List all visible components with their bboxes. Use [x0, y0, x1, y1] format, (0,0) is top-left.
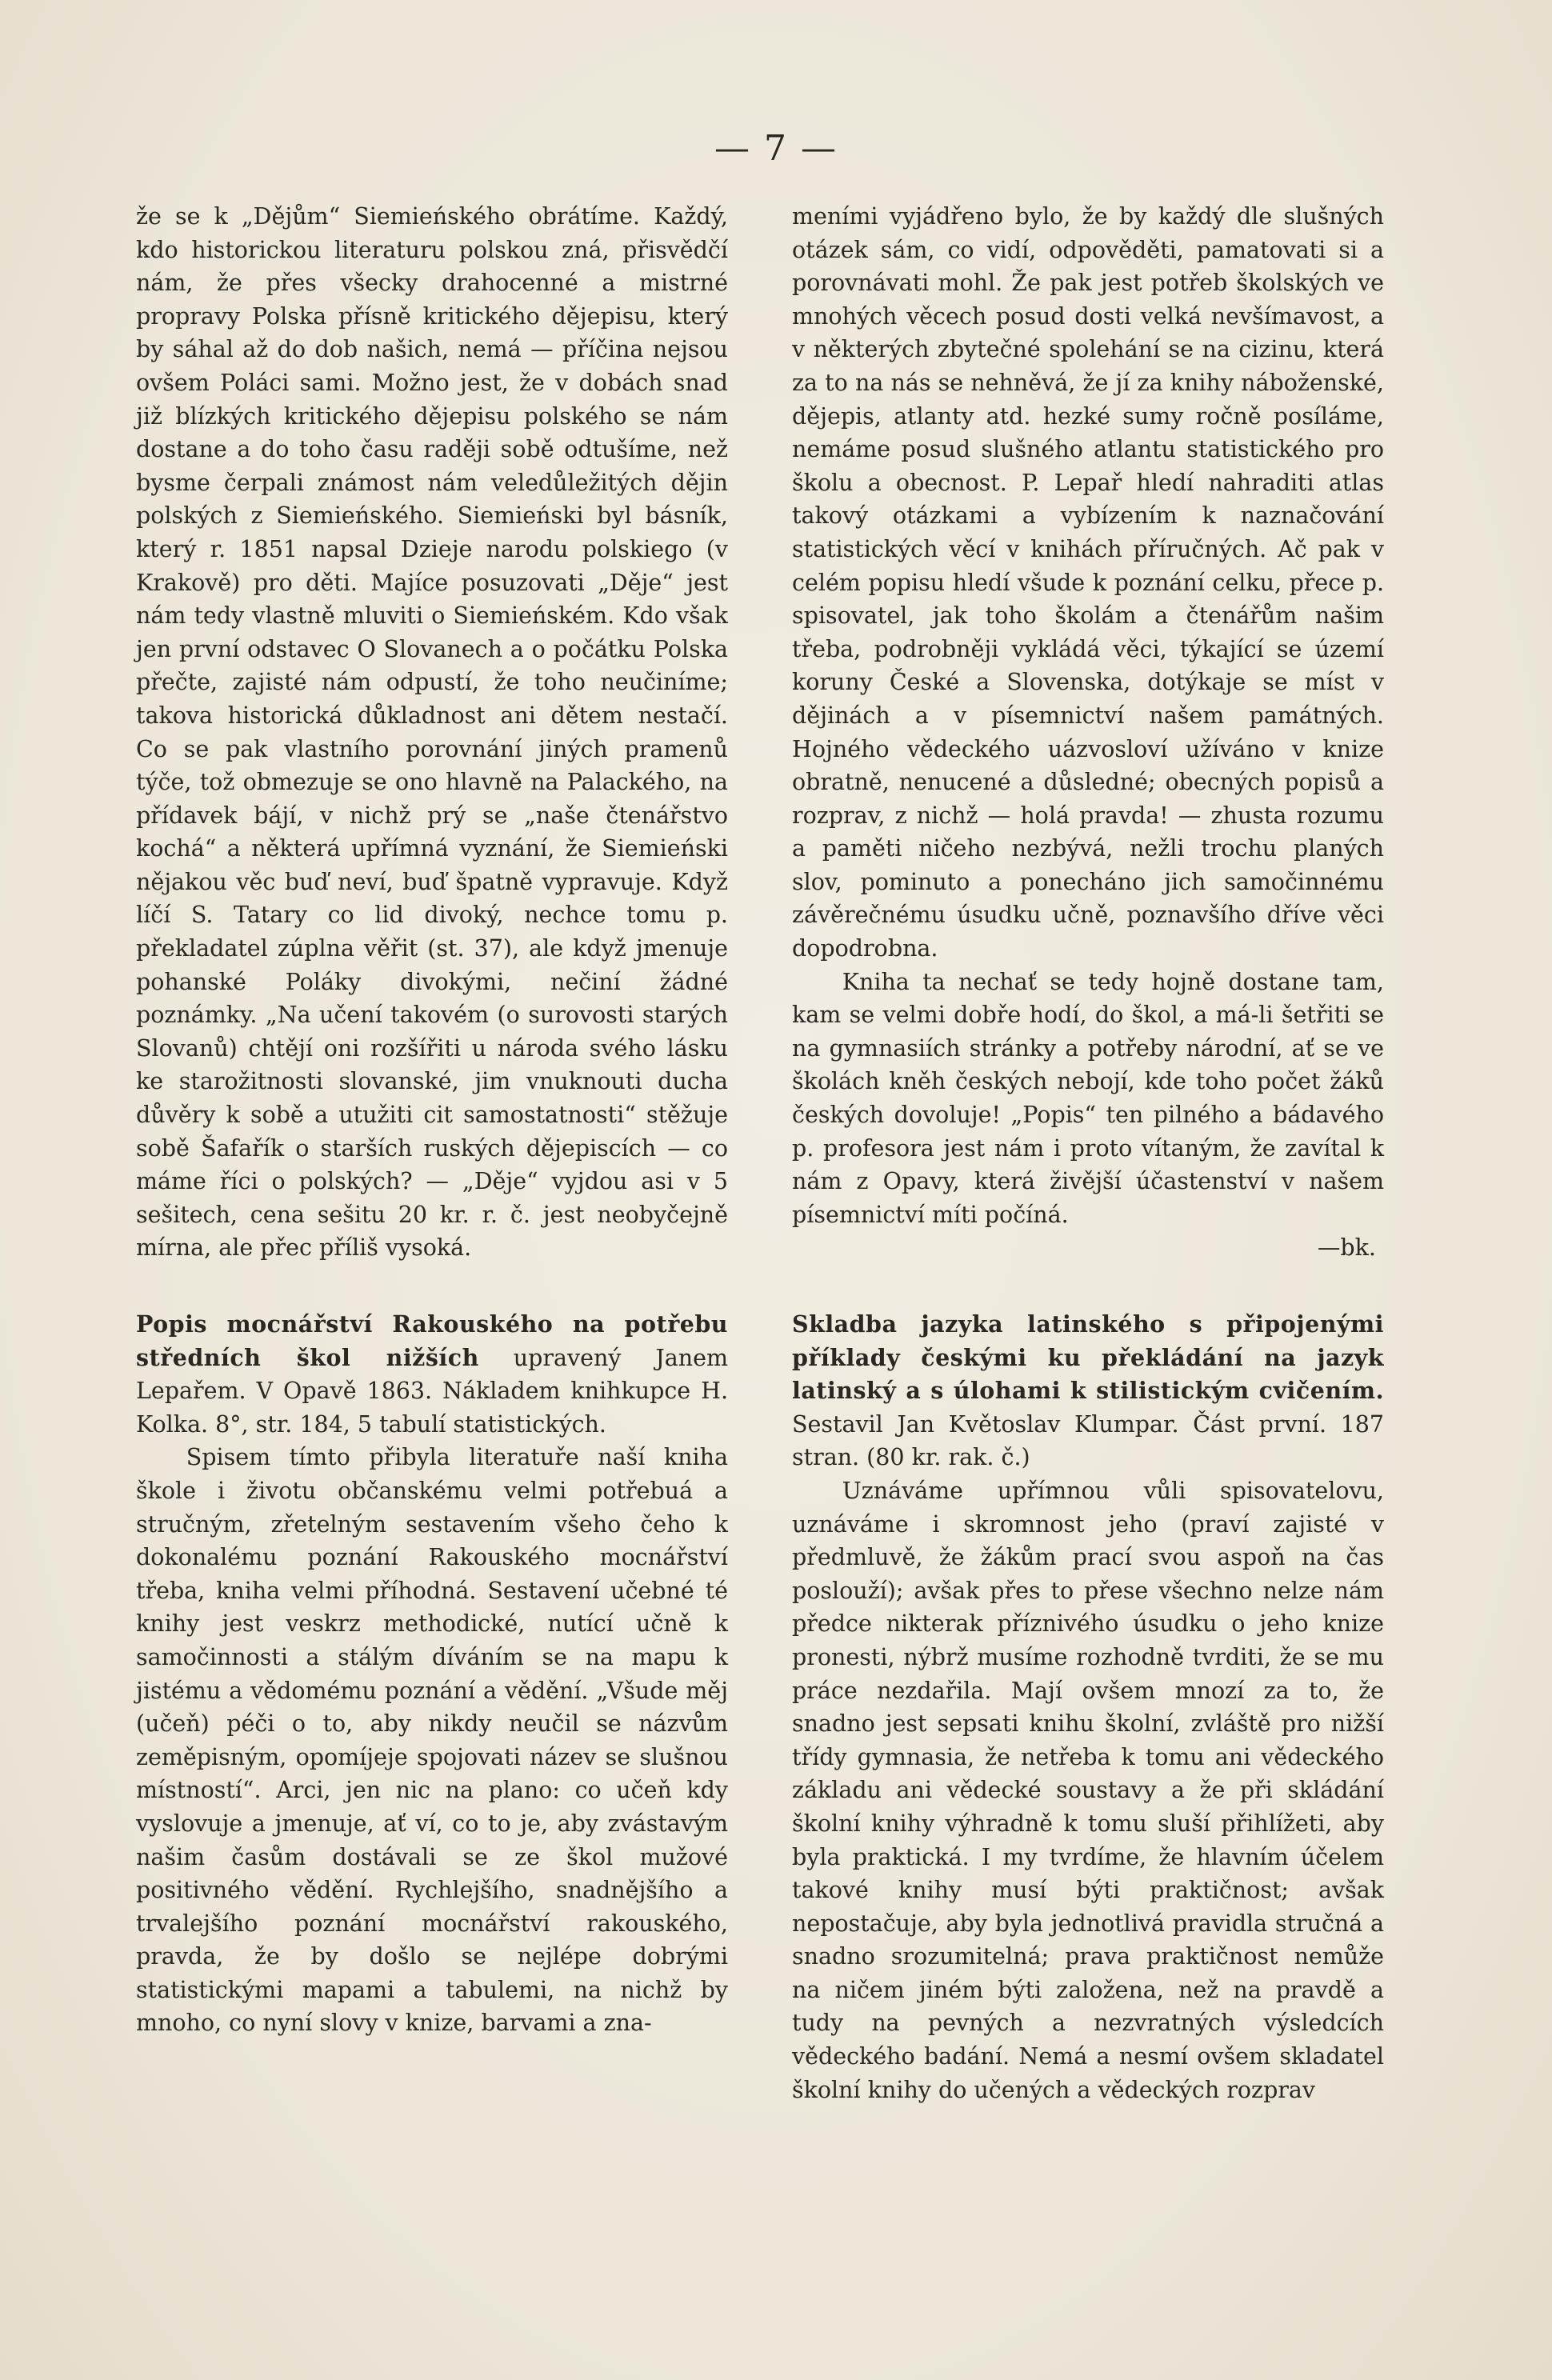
page-number: — 7 —	[714, 128, 838, 169]
review2-title: Popis mocnářství Rakouského na potřebu středních škol nižších	[136, 1310, 728, 1371]
review3-title: Skladba jazyka latinského s připojenými příklady českými ku překládání na jazyk latinský a s úlohami k stilistickým cvičením.	[792, 1310, 1384, 1405]
review2-heading	[136, 1308, 728, 1441]
review2-closing-text: Kniha ta nechať se tedy hojně dostane tam, kam se velmi dobře hodí, do škol, a má-li šetřiti se na gymnasiích stránky a potřeby národní, ať se ve školách kněh českých nebojí, kde toho počet žáků českých dovoluje! „Popis“ ten pilného a bádavého p. profesora jest nám i proto vítaným, že zavítal k nám z Opavy, která živější účastenství v našem písemnictví míti počíná.	[792, 968, 1384, 1228]
review2-text: Spisem tímto přibyla literatuře naší kniha škole i životu občanskému velmi potřebuá a stručným, zřetelným sestavením všeho čeho k dokonalému poznání Rakouského mocnářství třeba, kniha velmi příhodná. Sestavení učebné té knihy jest veskrz methodické, nutící učně k samočinnosti a stálým díváním se na mapu k jistému a vědomému poznání a vědění. „Všude měj (učeň) péči o to, aby nikdy neučil se názvům zeměpisným, opomíjeje spojovati název se slušnou místností“. Arci, jen nic na plano: co učeň kdy vyslovuje a jmenuje, ať ví, co to je, aby zvástavým našim časům dostávali se ze škol mužové positivného vědění. Rychlejšího, snadnějšího a trvalejšího poznání mocnářství rakouského, pravda, že by došlo se nejlépe dobrými statistickými mapami a tabulemi, na nichž by mnoho, co nyní slovy v knize, barvami a zna-	[136, 1444, 728, 2037]
review3-text: Uznáváme upřímnou vůli spisovatelovu, uznáváme i skromnost jeho (praví zajisté v předmluvě, že žákům prací svou aspoň na čas poslouží); avšak přes to přese všechno nelze nám předce nikterak příznivého úsudku o jeho knize pronesti, nýbrž musíme rozhodně tvrditi, že se mu práce nezdařila. Mají ovšem mnozí za to, že snadno jest sepsati knihu školní, zvláště pro nižší třídy gymnasia, že netřeba k tomu ani vědeckého základu ani vědecké soustavy a že při skládání školní knihy výhradně k tomu sluší přihlížeti, aby byla praktická. I my tvrdíme, že hlavním účelem takové knihy musí býti praktičnost; avšak nepostačuje, aby byla jednotlivá pravidla stručná a snadno srozumitelná; prava praktičnost nemůže na ničem jiném býti založena, než na pravdě a tudy na pevných a nezvratných výsledcích vědeckého badání. Nemá a nesmí ovšem skladatel školní knihy do učených a vědeckých rozprav	[792, 1477, 1384, 2103]
review2-signature: —bk.	[1317, 1234, 1376, 1262]
section-spacer	[792, 1265, 1384, 1308]
right-column	[792, 200, 1384, 2106]
review3-heading	[792, 1308, 1384, 1474]
review3-publication-info: Sestavil Jan Květoslav Klumpar. Část první. 187 stran. (80 kr. rak. č.)	[792, 1410, 1384, 1471]
review2-publication-info: upravený Janem Lepařem. V Opavě 1863. Nákladem knihkupce H. Kolka. 8°, str. 184, 5 tabulí statistických.	[136, 1344, 729, 1438]
left-column	[136, 200, 728, 2040]
review2-continuation-text: meními vyjádřeno bylo, že by každý dle slušných otázek sám, co vidí, odpověděti, pamatovati si a porovnávati mohl. Že pak jest potřeb školských ve mnohých věcech posud dosti velká nevšímavost, a v některých zbytečné spolehání se na cizinu, která za to na nás se nehněvá, že jí za knihy náboženské, dějepis, atlanty atd. hezké sumy ročně posíláme, nemáme posud slušného atlantu statistického pro školu a obecnost. P. Lepař hledí nahraditi atlas takový otázkami a vybízením k naznačování statistických věcí v knihách příručných. Ač pak v celém popisu hledí všude k poznání celku, přece p. spisovatel, jak toho školám a čtenářům našim třeba, podrobněji vykládá věci, týkající se území koruny České a Slovenska, dotýkaje se míst v dějinách a v písemnictví našem památných. Hojného vědeckého uázvosloví užíváno v knize obratně, nenucené a důsledné; obecných popisů a rozprav, z nichž — holá pravda! — zhusta rozumu a paměti ničeho nezbývá, nežli trochu planých slov, pominuto a ponecháno jich samočinnému závěrečnému úsudku učně, poznavšího dříve věci dopodrobna.	[792, 203, 1384, 962]
section-spacer	[136, 1265, 728, 1308]
review1-continuation-text: že se k „Dějům“ Siemieńského obrátíme. Každý, kdo historickou literaturu polskou zná, přisvědčí nám, že přes všecky drahocenné a mistrné propravy Polska přísně kritického dějepisu, který by sáhal až do dob našich, nemá — příčina nejsou ovšem Poláci sami. Možno jest, že v dobách snad již blízkých kritického dějepisu polského se nám dostane a do toho času raději sobě odtušíme, než bysme čerpali známost nám veledůležitých dějin polských z Siemieńského. Siemieński byl básník, který r. 1851 napsal Dzieje narodu polskiego (v Krakově) pro děti. Majíce posuzovati „Děje“ jest nám tedy vlastně mluviti o Siemieńském. Kdo však jen první odstavec O Slovanech a o počátku Polska přečte, zajisté nám odpustí, že toho neučiníme; takova historická důkladnost ani dětem nestačí. Co se pak vlastního porovnání jiných pramenů týče, tož obmezuje se ono hlavně na Palackého, na přídavek bájí, v nichž prý se „naše čtenářstvo kochá“ a některá upřímná vyznání, že Siemieński nějakou věc buď neví, buď špatně vypravuje. Když líčí S. Tatary co lid divoký, nechce tomu p. překladatel zúplna věřit (st. 37), ale když jmenuje pohanské Poláky divokými, nečiní žádné poznámky. „Na učení takovém (o surovosti starých Slovanů) chtějí oni rozšířiti u národa svého lásku ke starožitnosti slovanské, jim vnuknouti ducha důvěry k sobě a utužiti cit samostatnosti“ stěžuje sobě Šafařík o starších ruských dějepiscích — co máme říci o polských? — „Děje“ vyjdou asi v 5 sešitech, cena sešitu 20 kr. r. č. jest neobyčejně mírna, ale přec příliš vysoká.	[136, 203, 728, 1262]
